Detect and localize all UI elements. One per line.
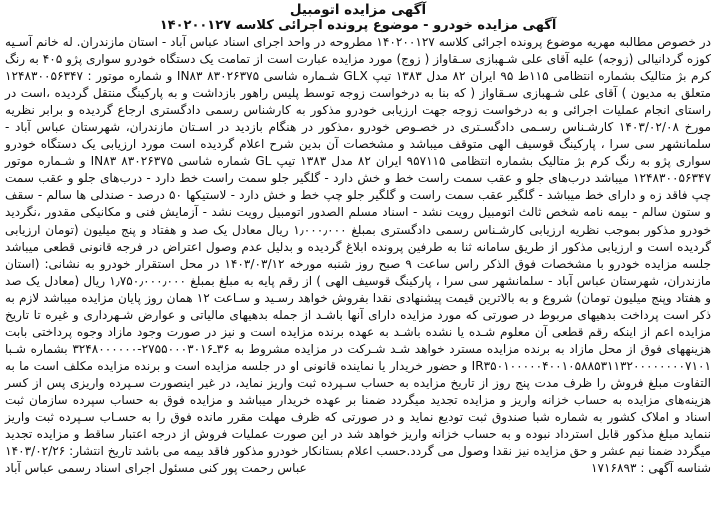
notice-title: آگهی مزایده اتومبیل xyxy=(289,2,427,18)
notice-subtitle: آگهی مزایده خودرو - موضوع پرونده اجرائی کلاسه ۱۴۰۲۰۰۱۲۷ xyxy=(159,18,557,33)
notice-footer xyxy=(5,460,711,476)
notice-body: در خصوص مطالبه مهریه موضوع پرونده اجرائی کلاسه ۱۴۰۲۰۰۱۲۷ مطروحه در واحد اجرای اسناد عباس آباد - استان مازندران. له خانم آسـیه کوزه گردانیالی (زوجه) علیه آقای علی شـهبازی سـقاواز ( زوج) مورد مزایده عبارت است از تمامت یک دستگاه خودرو سواری پژو ۴۰۵ به رنگ کرم بژ متالیک بشماره انتظامی ۱۱۵ط ۹۵ ایران ۸۲ مدل ۱۳۸۳ تیپ GLX شـماره شاسی ۸۳۰۲۶۳۷۵ IN۸۳ و شماره موتور : ۱۲۴۸۳۰۰۵۶۳۴۷ متعلق به مدیون ) آقای علی شـهبازی سـقاواز ( که بنا به درخواست زوجه توسط پلیس راهور بازداشت و به پارکینگ منتقل گردیده ،است در راستای انجام عملیات اجرائی و به درخواست زوجه جهت ارزیابی خودرو مذکور به کارشناس رسمی دادگستری ارجاع گردیده و برابر نظریه مورخ ۱۴۰۳/۰۲/۰۸ کارشـناس رسـمی دادگسـتری در خصـوص خودرو ،مذکور در هنگام بازدید در اسـتان مازندران، شهرستان عباس آباد - سلمانشهر سی سرا ، پارکینگ قوسیف الهی متوقف میباشد و مشخصات آن بدین شرح اعلام گردیده است مورد ارزیابی یک دستگاه خودرو سواری پژو به رنگ کرم بژ متالیک بشماره انتظامی ۹۵۷۱۱۵ ایران ۸۲ مدل ۱۳۸۳ تیپ GL شماره شاسی ۸۳۰۲۶۳۷۵ IN۸۳ و شـماره موتور ۱۲۴۸۳۰۰۵۶۳۴۷ میباشد درب‌های جلو و عقب سمت راست خط و خش دارد - گلگیر جلو سمت راست خط دارد - درب‌های جلو و عقب سمت چپ فاقد زه و دارای خط میباشد - گلگیر عقب سمت راست و گلگیر جلو چپ خط و خش دارد - لاستیکها ۵۰ درصد - صندلی ها سالم - سقف و ستون سالم - بیمه نامه شخص ثالث اتومبیل رویت نشد - اسناد مسلم الصدور اتومبیل رویت نشد - آزمایش فنی و مکانیکی مقدور ،نگردید خودرو مذکور بموجب نظریه ارزیابی کارشـناس رسمی دادگستری بمبلغ ۱٫۰۰۰٫۰۰۰ ریال معادل یک صد و هفتاد و پنج میلیون (تومان ارزیابی گردیده است و ارزیابی مذکور از طریق سامانه ثنا به طرفین پرونده ابلاغ گردیده و بدلیل عدم وصول اعتراض در فرجه قانونی قطعی میباشد جلسه مزایده خودرو با مشخصات فوق الذکر راس ساعت ۹ صبح روز شنبه مورخه ۱۴۰۳/۰۳/۱۲ در محل استقرار خودرو به نشانی: (استان مازندران، شهرستان عباس آباد - سلمانشهر سی سرا ، پارکینگ قوسیف الهی ) از رقم پایه به مبلغ بمبلغ ۱٫۷۵۰٫۰۰۰٫۰۰۰ ریال (معادل یک صد و هفتاد وپنج میلیون تومان) شروع و به بالاترین قیمت پیشنهادی نقدا بفروش خواهد رسـید و سـاعت ۱۲ همان روز پایان مزایده میباشد لازم به ذکر است پرداخت بدهیهای مربوط در صورتی که مورد مزایده دارای آنها باشـد از جمله بدهیهای مالیاتی و عوارض شـهرداری و غیره تا تاریخ مزایده اعم از اینکه رقم قطعی آن معلوم شـده یا نشده باشـد به عهده برنده مزایده است و نیز در صورت وجود مازاد وجوه پرداختی بابت هزینههای فوق از محل مازاد به برنده مزایده مسترد خواهد شـد شـرکت در مزایده مشروط به ۳۶ـ۲۷۵۵۰۰۰۳۰۱۶-۳۲۴۸۰۰۰۰۰۰ بشماره شـبا IR۳۵۰۱۰۰۰۰۰۴۰۰۱۰۵۸۸۵۳۱۱۳۲۰۰۰۰۰۰۰۰۷۱۰۱ و حضور خریدار یا نماینده قانونی او در جلسه مزایده است و برنده مزایده مکلف است ما به التفاوت مبلغ فروش را ظرف مدت پنج روز از تاریخ مزایده به حساب سـپرده ثبت واریز نماید، در غیر اینصورت سـپرده واریزی پس از کسر هزینه‌های مزایده به حساب خزانه واریز و مزایده تجدید میگردد ضمنا بر عهده خریدار میباشد و مزایده فوق به حساب سپرده سازمان ثبت اسناد و املاک کشور به شماره شبا صندوق ثبت تودیع نماید و در صورتی که ظرف مهلت مقرر مانده فوق را به حسـاب سـپرده ثبت واریز ننماید مبلغ مذکور قابل استرداد نبوده و به حساب خزانه واریز خواهد شد در این صورت عملیات فروش از درجه اعتبار ساقط و مزایده تجدید میگردد ضمنا نیم عشر و حق مزایده نیز نقدا وصول می گردد.حسب اعلام بستانکار خودرو مذکور فاقد بیمه می باشد تاریخ انتشار: ۱۴۰۳/۰۲/۲۶ xyxy=(5,35,712,459)
notice-id: شناسه آگهی : ۱۷۱۶۸۹۳ xyxy=(591,461,711,476)
official-signature: عباس رحمت پور کنی مسئول اجرای اسناد رسمی عباس آباد xyxy=(5,461,307,476)
